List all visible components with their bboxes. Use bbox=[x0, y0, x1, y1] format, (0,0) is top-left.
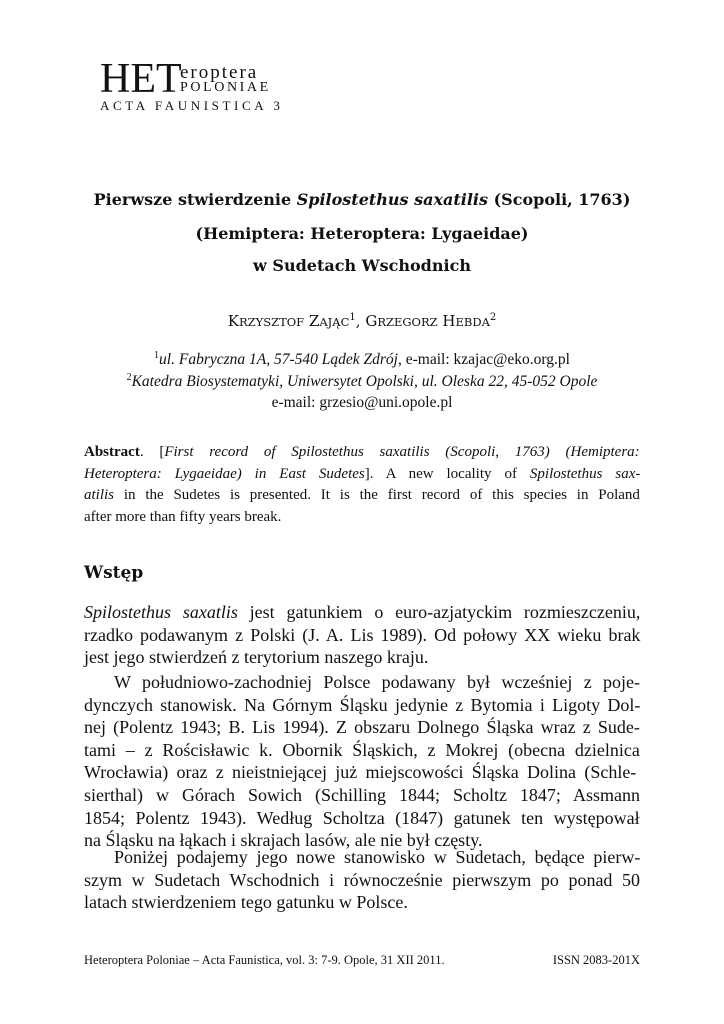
author2-first-rest: RZEGORZ bbox=[377, 315, 438, 329]
p2-line-1: W południowo-zachodniej Polsce podawany był wcześniej z poje- bbox=[114, 672, 641, 692]
p2-line-6: sierthal) w Górach Sowich (Schilling 1844; Scholtz 1847; Assmann bbox=[84, 784, 640, 805]
title-line-1 bbox=[60, 190, 664, 209]
abstract-line-1 bbox=[84, 442, 640, 464]
author1-surname-initial: Z bbox=[308, 312, 320, 330]
affiliation-1 bbox=[60, 350, 664, 369]
p2-line-8: na Śląsku na łąkach i skrajach lasów, ale nie był częsty. bbox=[84, 830, 483, 851]
author2-surname-initial: H bbox=[442, 312, 456, 330]
affil2-address: Katedra Biosystematyki, Uniwersytet Opolski, ul. Oleska 22, 45-052 Opole bbox=[131, 373, 598, 391]
abstract-english-title-1: First record of Spilostethus saxatilis (Scopoli, 1763) (Hemiptera: bbox=[164, 444, 640, 460]
author1-surname-rest: AJĄC bbox=[319, 315, 350, 329]
p1-line-1 bbox=[84, 601, 640, 624]
p2-line-3: nej (Polentz 1943; B. Lis 1994). Z obszaru Dolnego Śląska wraz z Sude- bbox=[84, 717, 640, 738]
affil1-marker: 1 bbox=[154, 350, 160, 361]
abstract-species-1: Spilostethus sax- bbox=[529, 465, 641, 482]
affil1-address: ul. Fabryczna 1A, 57-540 Lądek Zdrój bbox=[159, 351, 398, 369]
title-text: Pierwsze stwierdzenie bbox=[93, 190, 297, 209]
logo-eroptera: eroptera bbox=[180, 62, 259, 83]
author2-affil-marker: 2 bbox=[489, 312, 497, 323]
authors bbox=[60, 312, 664, 330]
author-separator: , bbox=[355, 312, 366, 330]
p2-line-4: tami – z Rościsławic k. Obornik Śląskich, z Mokrej (obecna dzielnica bbox=[84, 739, 640, 760]
abstract-text-3: in the Sudetes is presented. It is the first record of this species in Poland bbox=[114, 487, 640, 503]
paragraph-3 bbox=[84, 846, 640, 914]
p2-line-5: Wrocławia) oraz z nieistniejącej już miejscowości Śląska Dolina (Schle- bbox=[84, 762, 637, 783]
logo-acta-faunistica: ACTA FAUNISTICA 3 bbox=[100, 98, 284, 113]
author2-first-initial: G bbox=[365, 312, 378, 330]
p2-line-7: 1854; Polentz 1943). Według Scholtza (1847) gatunek ten występował bbox=[84, 807, 640, 828]
p3-line-1: Poniżej podajemy jego nowe stanowisko w Sudetach, będące pierw- bbox=[114, 847, 641, 867]
author1-first-initial: K bbox=[227, 312, 239, 330]
abstract-english-title-2: Heteroptera: Lygaeidae) in East Sudetes bbox=[84, 465, 365, 482]
section-heading: Wstęp bbox=[84, 563, 144, 583]
title-author-year: (Scopoli, 1763) bbox=[488, 190, 631, 209]
p1-species: Spilostethus saxatlis bbox=[84, 602, 238, 622]
author1-first-rest: RZYSZTOF bbox=[238, 315, 305, 329]
abstract-label: Abstract bbox=[84, 444, 140, 460]
logo-het: HET bbox=[100, 56, 182, 102]
title-species: Spilostethus saxatilis bbox=[296, 190, 489, 209]
p3-line-2: szym w Sudetach Wschodnich i równocześnie pierwszym po ponad 50 bbox=[84, 869, 641, 890]
journal-logo bbox=[100, 58, 300, 120]
footer-citation: Heteroptera Poloniae – Acta Faunistica, vol. 3: 7-9. Opole, 31 XII 2011. bbox=[84, 953, 445, 967]
abstract-text-2: ]. A new locality of bbox=[364, 465, 530, 482]
affil2-marker: 2 bbox=[126, 372, 132, 383]
p2-line-2: dynczych stanowisk. Na Górnym Śląsku jedynie z Bytomia i Ligoty Dol- bbox=[84, 694, 641, 715]
p1-line-2: rzadko podawanym z Polski (J. A. Lis 1989). Od połowy XX wieku brak bbox=[84, 624, 641, 645]
logo-poloniae: POLONIAE bbox=[180, 80, 271, 95]
abstract-bracket-open: . [ bbox=[139, 444, 165, 460]
p1-line-3: jest jego stwierdzeń z terytorium naszego kraju. bbox=[84, 647, 429, 668]
paragraph-2 bbox=[84, 671, 640, 852]
footer bbox=[84, 953, 640, 968]
title-line-3: w Sudetach Wschodnich bbox=[253, 256, 471, 275]
footer-issn: ISSN 2083-201X bbox=[552, 953, 640, 967]
paragraph-1 bbox=[84, 601, 640, 669]
affiliation-2-email: e-mail: grzesio@uni.opole.pl bbox=[271, 394, 453, 411]
title-line-2: (Hemiptera: Heteroptera: Lygaeidae) bbox=[195, 224, 529, 243]
author2-surname-rest: EBDA bbox=[455, 315, 490, 329]
abstract-line-3 bbox=[84, 485, 640, 507]
author1-affil-marker: 1 bbox=[349, 312, 356, 323]
abstract-line-4: after more than fifty years break. bbox=[84, 508, 282, 525]
p3-line-3: latach stwierdzeniem tego gatunku w Polsce. bbox=[84, 892, 408, 913]
abstract-line-2 bbox=[84, 464, 640, 486]
affil1-email: , e-mail: kzajac@eko.org.pl bbox=[398, 351, 570, 369]
abstract bbox=[84, 442, 640, 528]
affiliation-2 bbox=[60, 372, 664, 391]
abstract-species-2: atilis bbox=[84, 487, 115, 503]
p1-text-1: jest gatunkiem o euro-azjatyckim rozmieszczeniu, bbox=[237, 602, 641, 622]
